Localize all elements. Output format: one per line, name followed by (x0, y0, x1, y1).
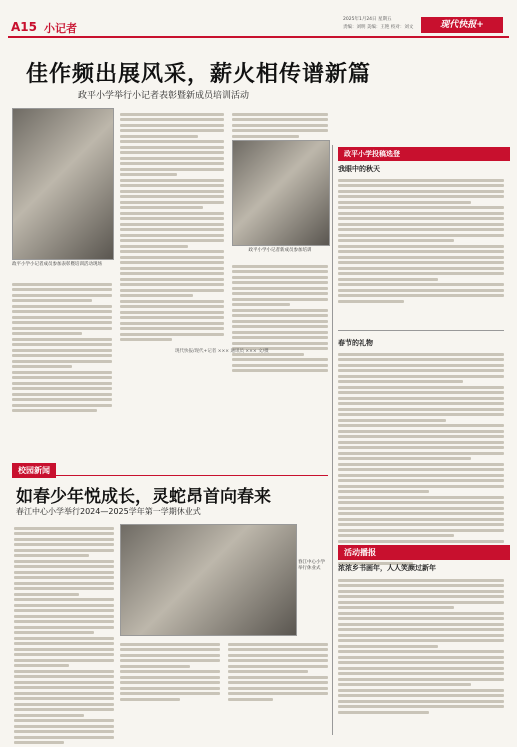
page-number: A15 (11, 20, 37, 34)
lead-title: 佳作频出展风采，薪火相传谱新篇 (26, 62, 372, 87)
campus-body-col2 (120, 640, 220, 703)
lead-photo (12, 108, 114, 260)
lead-body-col2 (120, 110, 224, 344)
lead-subtitle: 政平小学举行小记者表彰暨新成员培训活动 (78, 91, 250, 101)
lead-body-col3-top (232, 110, 328, 140)
campus-title: 如春少年悦成长，灵蛇昂首向春来 (16, 487, 271, 507)
column-divider (332, 145, 333, 735)
section-name: 小记者 (44, 22, 77, 35)
lead-body-col1 (12, 280, 112, 415)
editor-line: 责编：刘明 美编：王艳 校对：刘文 (343, 25, 414, 30)
lead-photo-caption: 政平小学小记者成员参加表彰暨培训活动现场 (12, 262, 102, 267)
activity-title: 浓浓乡书画年，人人笑颜过新年 (338, 564, 436, 572)
lead-photo-2 (232, 140, 330, 246)
sidebar-bar: 政平小学投稿选登 (338, 147, 510, 161)
activity-body (338, 576, 504, 716)
campus-rule (12, 475, 328, 476)
lead-byline: 现代快报/现代+记者 ××× 通讯员 ××× 文/摄 (175, 349, 269, 354)
essay2-body (338, 350, 504, 567)
campus-body-col1 (14, 524, 114, 747)
essay1-body (338, 176, 504, 305)
activity-bar: 活动播报 (338, 545, 510, 560)
lead-photo-2-caption: 政平小学小记者新成员参加培训 (248, 248, 312, 253)
campus-subtitle: 春江中心小学举行2024—2025学年第一学期休业式 (16, 507, 201, 516)
campus-photo (120, 524, 297, 636)
essay1-title: 我眼中的秋天 (338, 165, 380, 173)
campus-tag: 校园新闻 (12, 463, 56, 478)
brand-logo: 现代快报+ (421, 17, 503, 33)
lead-body-col3 (232, 262, 328, 375)
campus-body-col3 (228, 640, 328, 703)
page-header (8, 6, 509, 40)
date-line: 2025年1月24日 星期五 (343, 17, 392, 22)
campus-photo-caption: 春江中心小学举行休业式 (298, 560, 325, 571)
sidebar-divider (338, 330, 504, 331)
essay2-title: 春节的礼物 (338, 339, 373, 347)
header-rule (8, 36, 509, 38)
